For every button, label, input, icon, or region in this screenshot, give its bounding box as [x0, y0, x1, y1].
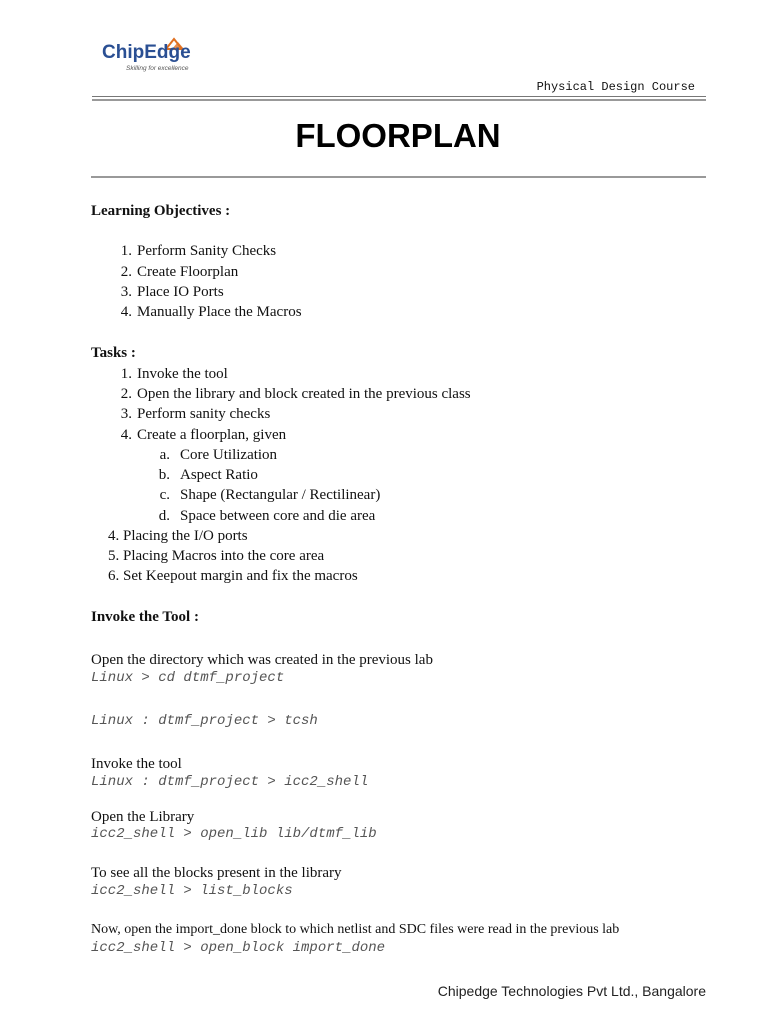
invoke-heading: Invoke the Tool :: [91, 609, 199, 625]
course-title: Physical Design Course: [536, 80, 695, 94]
sub-list-item: a. Core Utilization: [159, 447, 278, 463]
list-item: 4. Create a floorplan, given: [120, 427, 287, 443]
header-divider-thick: [92, 99, 706, 101]
list-item: 2. Open the library and block created in the previous class: [120, 386, 471, 402]
sub-list-item: c. Shape (Rectangular / Rectilinear): [159, 487, 381, 503]
instruction-text: To see all the blocks present in the library: [91, 865, 342, 881]
logo-tagline: Skilling for excellence: [126, 65, 189, 72]
title-divider: [91, 176, 706, 178]
tasks-heading: Tasks :: [91, 345, 136, 361]
list-item: 4. Placing the I/O ports: [108, 528, 248, 544]
header-divider: [92, 96, 706, 97]
list-item: 4. Manually Place the Macros: [120, 304, 302, 320]
command-line: icc2_shell > open_block import_done: [91, 940, 386, 956]
instruction-text: Open the directory which was created in the previous lab: [91, 652, 433, 668]
list-item: 3. Perform sanity checks: [120, 406, 271, 422]
command-line: Linux > cd dtmf_project: [91, 670, 285, 686]
instruction-text: Invoke the tool: [91, 756, 182, 772]
learning-objectives-heading: Learning Objectives :: [91, 203, 231, 219]
list-item: 1. Invoke the tool: [120, 366, 228, 382]
command-line: Linux : dtmf_project > icc2_shell: [91, 774, 369, 790]
command-line: Linux : dtmf_project > tcsh: [91, 713, 318, 729]
instruction-text: Now, open the import_done block to which netlist and SDC files were read in the previous lab: [91, 922, 620, 937]
page-title: FLOORPLAN: [295, 117, 501, 154]
list-item: 5. Placing Macros into the core area: [108, 548, 325, 564]
instruction-text: Open the Library: [91, 809, 195, 825]
logo-text: ChipEdge: [102, 42, 191, 63]
command-line: icc2_shell > list_blocks: [91, 883, 293, 899]
list-item: 2. Create Floorplan: [120, 264, 239, 280]
list-item: 1. Perform Sanity Checks: [120, 243, 277, 259]
sub-list-item: d. Space between core and die area: [158, 508, 376, 524]
chipedge-logo: [92, 25, 218, 80]
list-item: 3. Place IO Ports: [120, 284, 224, 300]
list-item: 6. Set Keepout margin and fix the macros: [108, 568, 358, 584]
sub-list-item: b. Aspect Ratio: [158, 467, 258, 483]
page-footer: Chipedge Technologies Pvt Ltd., Bangalore: [437, 983, 706, 999]
command-line: icc2_shell > open_lib lib/dtmf_lib: [91, 826, 377, 842]
